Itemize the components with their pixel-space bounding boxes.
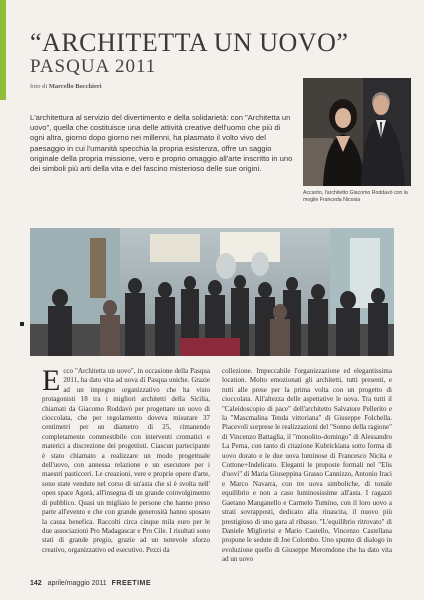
portrait-caption: Accanto, l'architetto Giacomo Roddavò con la moglie Franceda Nicosia <box>303 190 408 203</box>
byline-author: Marcello Bocchieri <box>48 83 102 90</box>
byline <box>30 83 102 90</box>
article-intro: L'architettura al servizio del divertimento e della solidarietà: con "Architetta un uovo", quella che costituisce una delle attività creative dell'uomo che più di ogni altra, giorno dopo giorno nei millenni, ha plasmato il volto vivo del paesaggio in cui l'umanità specchia la propria esistenza, offre un saggio originale della propria missione, vero e proprio omaggio all'arte inscritto in uno dei simboli più arti della vita e del fascino misterioso delle sue origini. <box>30 113 293 174</box>
couple-portrait-photo <box>303 78 411 186</box>
article-column-1 <box>42 364 210 555</box>
magazine-name: FREETIME <box>111 580 152 587</box>
article-subtitle: PASQUA 2011 <box>30 56 157 77</box>
article-title: “ARCHITETTA UN UOVO” <box>30 28 349 57</box>
column-1-text: cco "Architetta un uovo", in occasione della Pasqua 2011, ha dato vita ad uova di Pasqua uniche. Grazie ad un impegno organizzativo che ha visto protagonisti 18 tra i migliori architetti della Sicilia, chiamati da Giacomo Roddavò per progettare un uovo di cioccolata, che per regolamento doveva misurare 37 centimetri per un diametro di 25, rimanendo completamente commestibile con interventi cromatici e materici a discrezione dei progettisti. Ciascun partecipante è stato chiamato a realizzare un modo progettuale dell'uovo, con annessa relazione e un esecutore per i maestri pasticceri. Le creazioni, vere e proprie opere d'arte, sono state vendute nel corso di un'asta che si è svolta nell' open space Agorà, all'insegna di un grande coinvolgimento di pubblico. Quasi un migliaio le persone che hanno preso parte all'evento e che con grande generosità hanno sposato la causa benefica. Raccolti circa cinque mila euro per le due associazioni Pro Madagascar e Pro Cile. I risultati sono stati di grande pregio, grazie ad un notevole sforzo creativo, organizzativo ed esecutivo. Pezzi da <box>42 367 210 554</box>
article-column-2 <box>222 367 392 565</box>
accent-bar <box>0 0 6 100</box>
dropcap-letter: E <box>42 364 61 397</box>
page-footer <box>30 580 151 587</box>
issue-date: aprile/maggio 2011 <box>47 580 107 587</box>
section-bullet-mark <box>20 322 24 326</box>
event-crowd-photo <box>30 228 394 356</box>
column-2-text: collezione. Impeccabile l'organizzazione ed elegantissima location. Molto emozionati gli architetti, tutti presenti, e tutti alle prese per la prima volta con un progetto di cioccolata. All'altezza delle aspettative le uova. Tra tutti il "Caleidoscopio di pace" dell'architetto Salvatore Pellerito e la "Mascmalina Tenda vittoriana" di Giuseppe Folchella. Piacevoli sorprese le realizzazioni del "Sonno della ragione" di Vincenzo Battaglia, il "monolito-domingo" di Alessandro La Perna, con tanto di citazione Kubrickiana sotto forma di uovo dorato e le due uova luminose di Francesco Nicita e Cottone+Indelicato. Eleganti le proposte formali nel "Elis d'uovi" di Maria Giuseppina Grasso Cannizzo, Antonio Iraci e Marco Navarra, con tre uova simboliche, di tonale equilibrio e non a caso luminosissime all'asta. I ragazzi Gaetano Manganello e Carmelo Tumino, con il loro uovo a strati sovrapposti, dedicato alla rinascita, il nuovo più prestigioso di uno gara al ribasso. "L'equilibrio ritrovato" di Daniele Migliorisi e Mario Castello, Vincenzo Castellana propone le sedute di Joe Colombo. Uno spunto di dialogo in evoluzione quello di Giuseppe Meromdone che ha dato vita ad un uovo <box>222 367 392 564</box>
page-number: 142 <box>30 580 42 587</box>
byline-prefix: foto di <box>30 83 48 90</box>
